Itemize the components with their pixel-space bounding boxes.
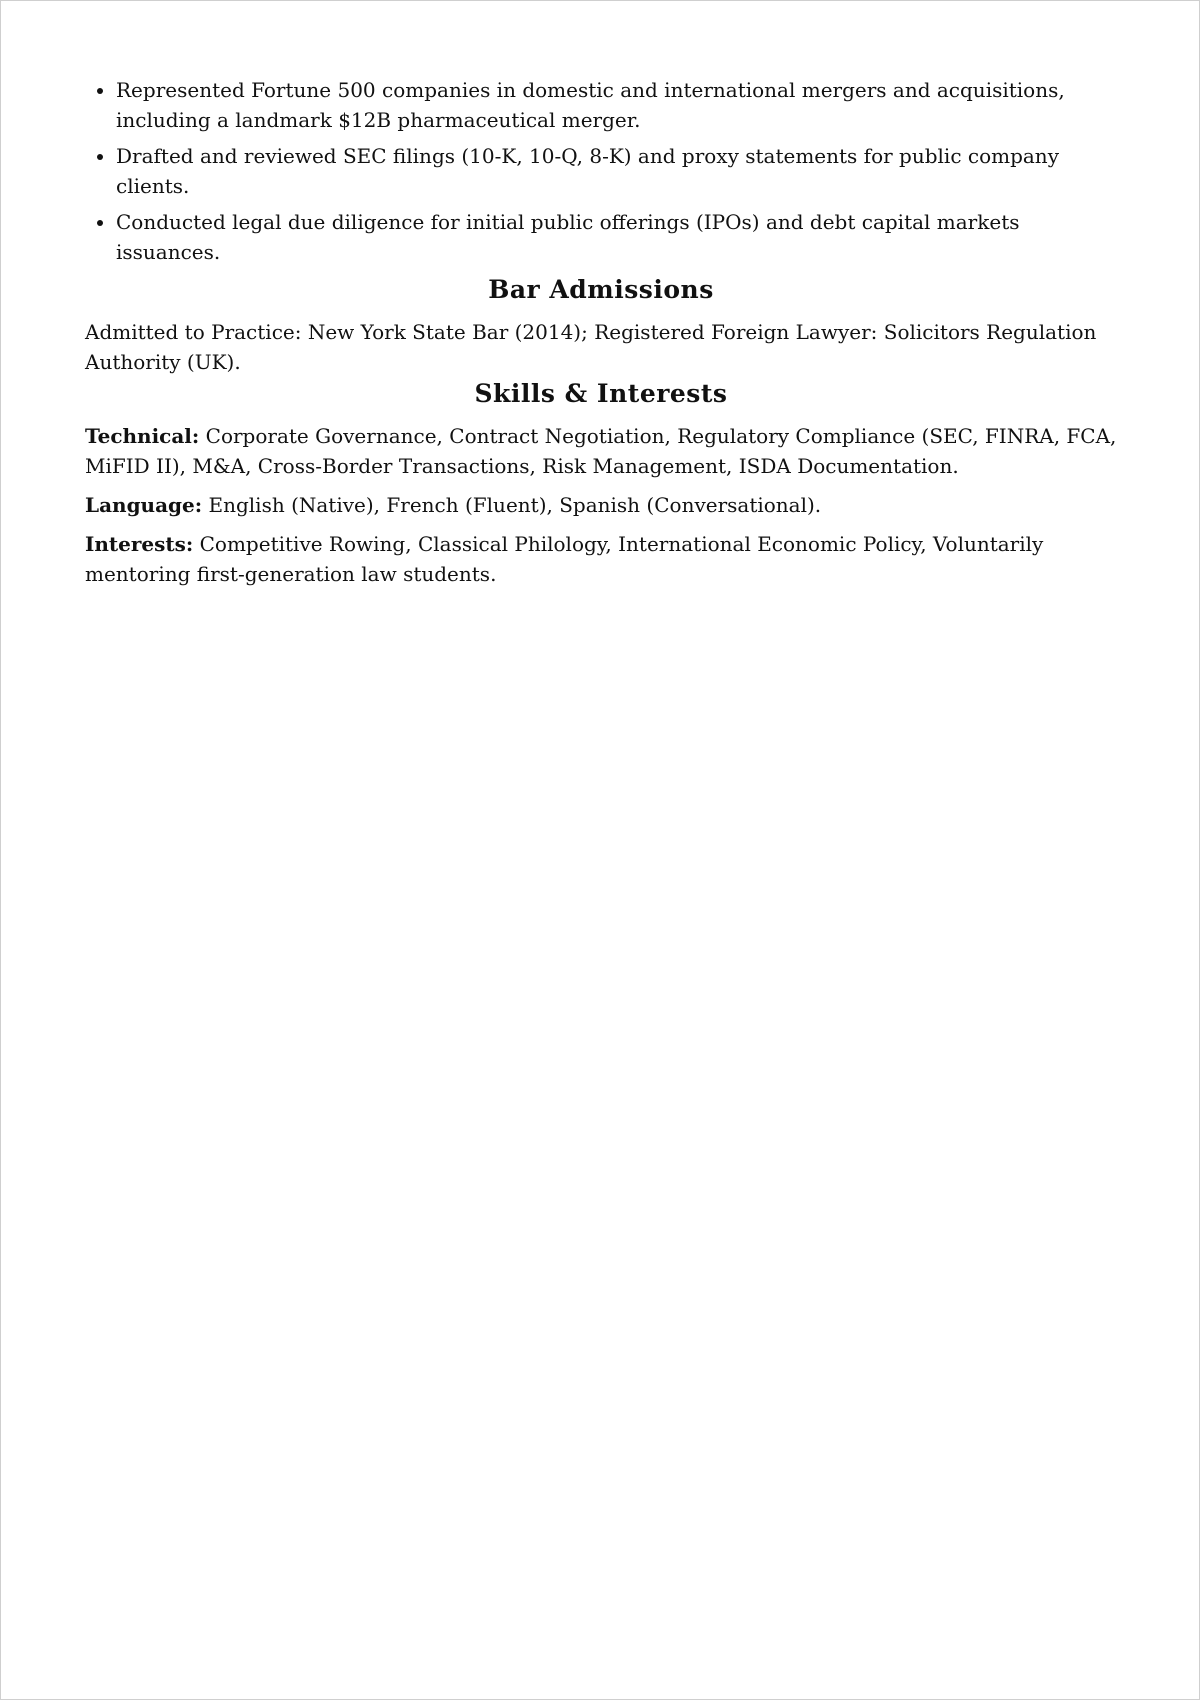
skills-technical (85, 421, 1117, 481)
bar-admissions-text: Admitted to Practice: New York State Bar (2014); Registered Foreign Lawyer: Solicitors Regulation Authority (UK). (85, 320, 1097, 374)
experience-bullet: • Drafted and reviewed SEC filings (10-K, 10-Q, 8-K) and proxy statements for public company clients. (116, 141, 1117, 201)
skills-interests-text: Competitive Rowing, Classical Philology, International Economic Policy, Voluntarily mentoring first-generation law students. (85, 532, 1044, 586)
experience-bullet: • Represented Fortune 500 companies in domestic and international mergers and acquisitions, including a landmark $12B pharmaceutical merger. (116, 75, 1117, 135)
bar-admissions-heading: Bar Admissions (488, 275, 714, 304)
skills-language-label: Language: (85, 493, 203, 517)
skills-interests (85, 529, 1117, 589)
experience-bullet: • Conducted legal due diligence for initial public offerings (IPOs) and debt capital markets issuances. (116, 207, 1117, 267)
skills-technical-label: Technical: (85, 424, 200, 448)
skills-heading: Skills & Interests (474, 379, 728, 408)
document-content (85, 75, 1117, 589)
skills-interests-label: Interests: (85, 532, 194, 556)
skills-language (85, 490, 1117, 520)
skills-technical-text: Corporate Governance, Contract Negotiation, Regulatory Compliance (SEC, FINRA, FCA, MiFID II), M&A, Cross-Border Transactions, Risk Management, ISDA Documentation. (85, 424, 1117, 478)
experience-bullet-list (85, 75, 1117, 267)
skills-language-text: English (Native), French (Fluent), Spanish (Conversational). (208, 493, 822, 517)
